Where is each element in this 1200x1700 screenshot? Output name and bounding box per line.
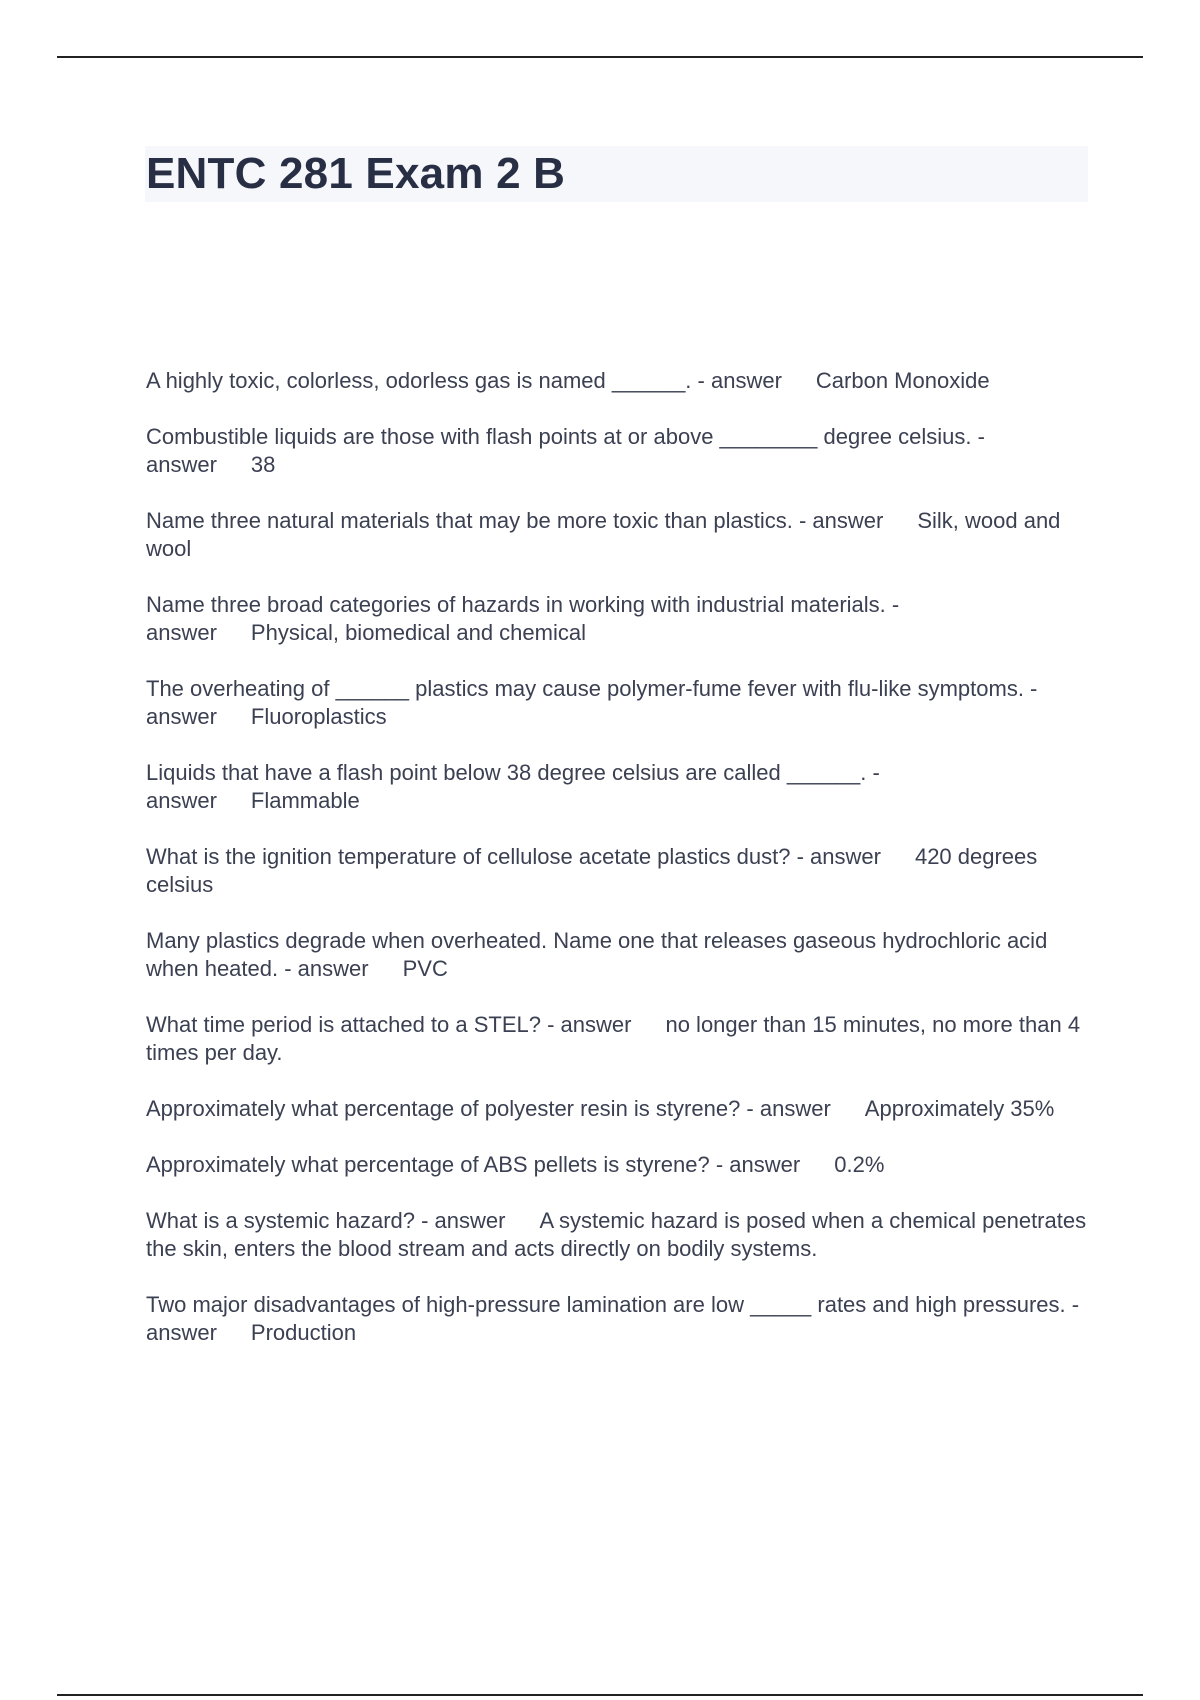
answer-separator: - answer xyxy=(146,424,985,477)
answer-separator: - answer xyxy=(709,1152,801,1177)
qa-item xyxy=(146,1291,1096,1347)
question-text: Approximately what percentage of polyester resin is styrene? xyxy=(146,1096,741,1121)
answer-text: Carbon Monoxide xyxy=(815,368,990,393)
answer-text: Silk, wood and wool xyxy=(146,508,1061,561)
answer-separator: - answer xyxy=(278,956,369,981)
question-text: What time period is attached to a STEL? xyxy=(146,1012,541,1037)
answer-separator: - answer xyxy=(146,1292,1080,1345)
qa-item xyxy=(146,843,1096,899)
answer-text: Approximately 35% xyxy=(864,1096,1055,1121)
bottom-rule xyxy=(57,1694,1143,1696)
question-text: Two major disadvantages of high-pressure lamination are low _____ rates and high pressures. xyxy=(146,1292,1066,1317)
answer-text: Flammable xyxy=(250,788,360,813)
answer-separator: - answer xyxy=(740,1096,831,1121)
qa-item xyxy=(146,675,1096,731)
qa-item xyxy=(146,591,1096,647)
top-rule xyxy=(57,56,1143,58)
question-text: A highly toxic, colorless, odorless gas is named ______. xyxy=(146,368,692,393)
answer-separator: - answer xyxy=(790,844,881,869)
answer-text: A systemic hazard is posed when a chemical penetrates the skin, enters the blood stream and acts directly on bodily systems. xyxy=(146,1208,1087,1261)
qa-item xyxy=(146,759,1096,815)
answer-text: no longer than 15 minutes, no more than 4 times per day. xyxy=(146,1012,1081,1065)
qa-item xyxy=(146,1207,1096,1263)
question-text: What is the ignition temperature of cellulose acetate plastics dust? xyxy=(146,844,791,869)
question-text: Approximately what percentage of ABS pellets is styrene? xyxy=(146,1152,710,1177)
qa-list xyxy=(146,367,1096,1375)
page-title: ENTC 281 Exam 2 B xyxy=(146,149,566,198)
answer-text: 0.2% xyxy=(834,1152,885,1177)
answer-separator: - answer xyxy=(540,1012,632,1037)
answer-text: Physical, biomedical and chemical xyxy=(250,620,586,645)
qa-item xyxy=(146,423,1096,479)
qa-item xyxy=(146,1011,1096,1067)
answer-separator: - answer xyxy=(691,368,782,393)
qa-item xyxy=(146,507,1096,563)
qa-item xyxy=(146,927,1096,983)
answer-separator: - answer xyxy=(146,592,900,645)
answer-separator: - answer xyxy=(414,1208,506,1233)
question-text: Many plastics degrade when overheated. Name one that releases gaseous hydrochloric acid when heated. xyxy=(146,928,1048,981)
question-text: The overheating of ______ plastics may cause polymer-fume fever with flu-like symptoms. xyxy=(146,676,1024,701)
qa-item xyxy=(146,1151,1096,1179)
question-text: What is a systemic hazard? xyxy=(146,1208,415,1233)
answer-text: 420 degrees celsius xyxy=(146,844,1038,897)
answer-separator: - answer xyxy=(146,760,880,813)
answer-text: PVC xyxy=(402,956,448,981)
question-text: Liquids that have a flash point below 38 degree celsius are called ______. xyxy=(146,760,867,785)
answer-separator: - answer xyxy=(792,508,884,533)
question-text: Name three natural materials that may be more toxic than plastics. xyxy=(146,508,793,533)
question-text: Combustible liquids are those with flash points at or above ________ degree celsius. xyxy=(146,424,972,449)
answer-separator: - answer xyxy=(146,676,1038,729)
qa-item xyxy=(146,1095,1096,1123)
question-text: Name three broad categories of hazards in working with industrial materials. xyxy=(146,592,886,617)
qa-item xyxy=(146,367,1096,395)
answer-text: Fluoroplastics xyxy=(250,704,387,729)
answer-text: Production xyxy=(250,1320,357,1345)
answer-text: 38 xyxy=(250,452,276,477)
